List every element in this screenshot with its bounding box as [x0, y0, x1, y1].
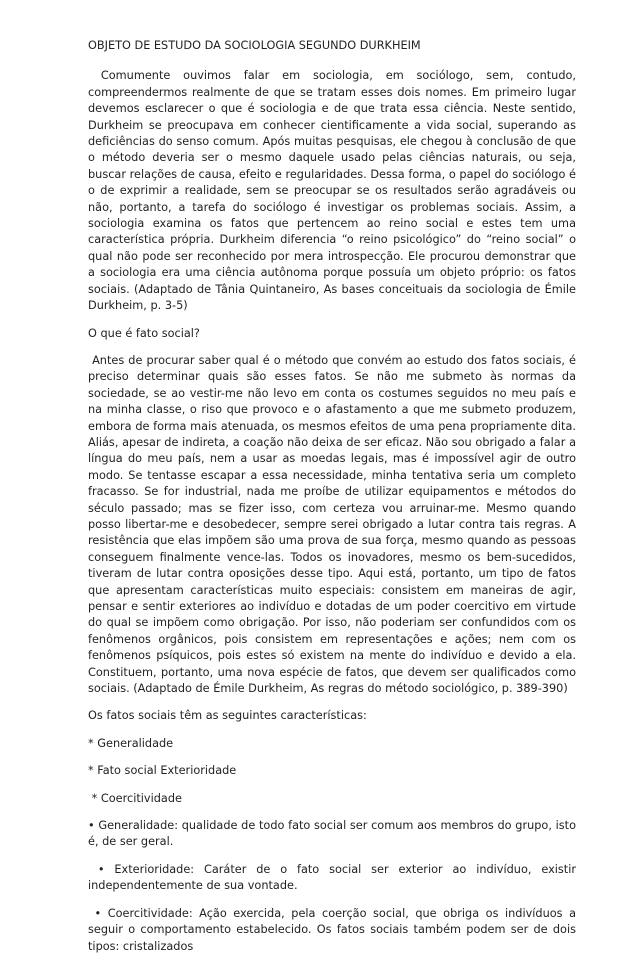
list-item-exterioridade: * Fato social Exterioridade [88, 764, 237, 778]
paragraph-social-fact: Antes de procurar saber qual é o método que convém ao estudo dos fatos sociais, é preciso determinar quais são esses fatos. Se não me submeto às normas da sociedade, se ao vestir-me não levo em conta os costumes seguidos no meu país e na minha classe, o riso que provoco e o afastamento a que me submeto produzem, embora de forma mais atenuada, os mesmos efeitos de uma pena propriamente dita. Aliás, apesar de indireta, a coação não deixa de ser eficaz. Não sou obrigado a falar a língua do meu país, nem a usar as moedas legais, mas é impossível agir de outro modo. Se tentasse escapar a essa necessidade, minha tentativa seria um completo fracasso. Se for industrial, nada me proíbe de utilizar equipamentos e métodos do século passado; mas se fizer isso, com certeza vou arruinar-me. Mesmo quando posso libertar-me e desobedecer, sempre serei obrigado a lutar contra tais regras. A resistência que elas impõem são uma prova de sua força, mesmo quando as pessoas conseguem finalmente vence-las. Todos os inovadores, mesmo os bem-sucedidos, tiveram de lutar contra oposições desse tipo. Aqui está, portanto, um tipo de fatos que apresentam características muito especiais: consistem em maneiras de agir, pensar e sentir exteriores ao indivíduo e dotadas de um poder coercitivo em virtude do qual se impõem como obrigação. Por isso, não poderiam ser confundidos com os fenômenos orgânicos, pois consistem em representações e ações; nem com os fenômenos psíquicos, pois estes só existem na mente do indivíduo e devido a ela. Constituem, portanto, uma nova espécie de fatos, que devem ser qualificados como sociais. (Adaptado de Émile Durkheim, As regras do método sociológico, p. 389-390) [88, 353, 580, 696]
definition-coercitividade: • Coercitividade: Ação exercida, pela coerção social, que obriga os indivíduos a seguir o comportamento estabelecido. Os fatos sociais também podem ser de dois tipos: cristalizados [88, 906, 580, 953]
characteristics-intro: Os fatos sociais têm as seguintes características: [88, 709, 367, 723]
question-heading: O que é fato social? [88, 326, 200, 340]
definition-generalidade: • Generalidade: qualidade de todo fato social ser comum aos membros do grupo, isto é, de ser geral. [88, 819, 580, 849]
document-title: OBJETO DE ESTUDO DA SOCIOLOGIA SEGUNDO DURKHEIM [88, 39, 421, 52]
list-item-generalidade: * Generalidade [88, 736, 174, 750]
paragraph-sociology-object: Comumente ouvimos falar em sociologia, em sociólogo, sem, contudo, compreendermos realmente de que se tratam esses dois nomes. Em primeiro lugar devemos esclarecer o que é sociologia e de que trata essa ciência. Neste sentido, Durkheim se preocupava em conhecer cientificamente a vida social, superando as deficiências do senso comum. Após muitas pesquisas, ele chegou à conclusão de que o método deveria ser o mesmo daquele usado pelas ciências naturais, ou seja, buscar relações de causa, efeito e regularidades. Dessa forma, o papel do sociólogo é o de exprimir a realidade, sem se preocupar se os resultados serão agradáveis ou não, portanto, a tarefa do sociólogo é investigar os problemas sociais. Assim, a sociologia examina os fatos que pertencem ao reino social e estes tem uma característica própria. Durkheim diferencia “o reino psicológico” do “reino social” o qual não pode ser reconhecido por mera introspecção. Ele procurou demonstrar que a sociologia era uma ciência autônoma porque possuía um objeto próprio: os fatos sociais. (Adaptado de Tânia Quintaneiro, As bases conceituais da sociologia de Émile Durkheim, p. 3-5) [88, 69, 580, 313]
definition-exterioridade: • Exterioridade: Caráter de o fato social ser exterior ao indivíduo, existir independentemente de sua vontade. [88, 862, 580, 893]
list-item-coercitividade: * Coercitividade [88, 791, 182, 805]
document-page [88, 38, 580, 966]
